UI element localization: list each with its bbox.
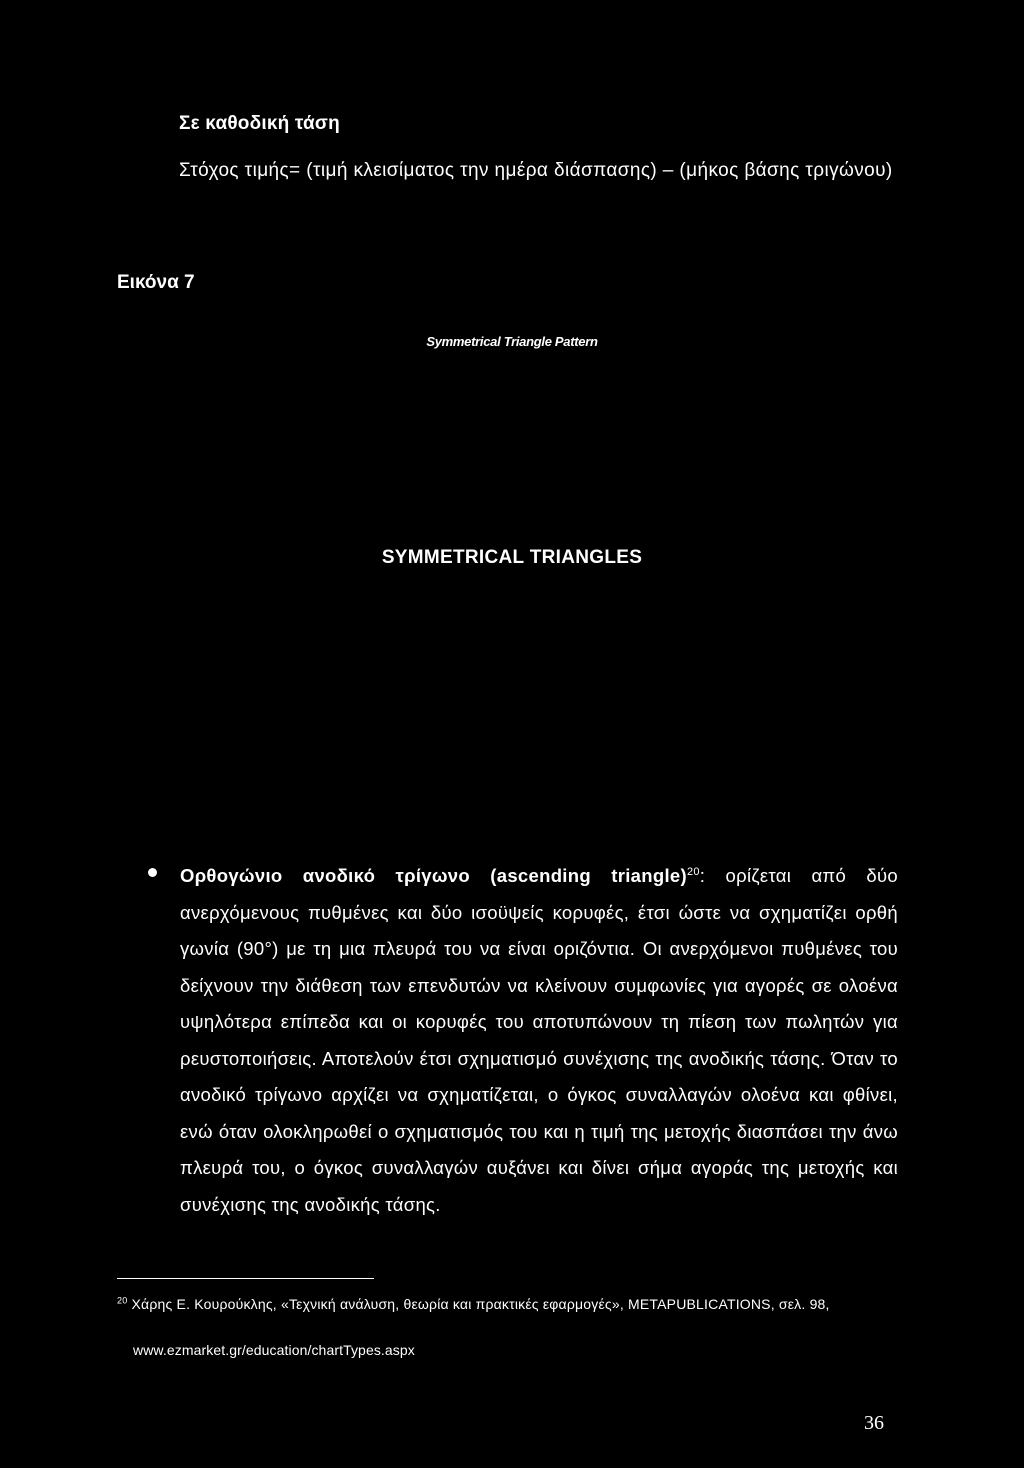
bullet-paragraph — [180, 858, 898, 1223]
page-number: 36 — [864, 1412, 884, 1434]
footnote-reference[interactable]: 20 — [686, 865, 700, 878]
figure-caption: Symmetrical Triangle Pattern — [426, 334, 598, 349]
bullet-icon — [148, 868, 157, 877]
footnote-divider — [117, 1278, 374, 1279]
bullet-body: : ορίζεται από δύο ανερχόμενους πυθμένες και δύο ισοϋψείς κορυφές, έτσι ώστε να σχηματίζει ορθή γωνία (90°) με τη μια πλευρά του να είναι οριζόντια. Οι ανερχόμενοι πυθμένες του δείχνουν την διάθεση των επενδυτών να κλείνουν συμφωνίες για αγορές σε ολοένα υψηλότερα επίπεδα και οι κορυφές του αποτυπώνουν τη πίεση των πωλητών για ρευστοποιήσεις. Αποτελούν έτσι σχηματισμό συνέχισης της ανοδικής τάσης. Όταν το ανοδικό τρίγωνο αρχίζει να σχηματίζεται, ο όγκος συναλλαγών ολοένα και φθίνει, ενώ όταν ολοκληρωθεί ο σχηματισμός του και η τιμή της μετοχής διασπάσει την άνω πλευρά του, ο όγκος συναλλαγών αυξάνει και δίνει σήμα αγοράς της μετοχής και συνέχισης της ανοδικής τάσης. — [180, 865, 899, 1215]
footnote — [117, 1290, 902, 1319]
footnote-text: Χάρης Ε. Κουρούκλης, «Τεχνική ανάλυση, θεωρία και πρακτικές εφαρμογές», METAPUBLICATIONS, σελ. 98, — [127, 1296, 830, 1312]
section-heading: Σε καθοδική τάση — [179, 113, 340, 134]
bullet-item-ascending-triangle — [148, 858, 900, 1223]
footnote-link[interactable]: www.ezmarket.gr/education/chartTypes.aspx — [133, 1342, 415, 1358]
figure-title: SYMMETRICAL TRIANGLES — [381, 547, 643, 568]
price-target-text: Στόχος τιμής= (τιμή κλεισίματος την ημέρα διάσπασης) – (μήκος βάσης τριγώνου) — [179, 160, 893, 181]
figure-label: Εικόνα 7 — [117, 272, 195, 293]
bullet-lead: Ορθογώνιο ανοδικό τρίγωνο (ascending triangle) — [180, 865, 687, 886]
footnote-number: 20 — [117, 1295, 128, 1306]
